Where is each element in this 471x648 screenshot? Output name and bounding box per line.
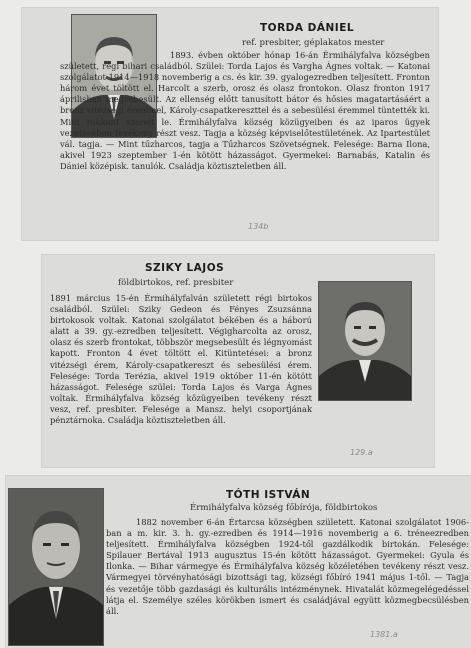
entry-name-torda: TORDA DÁNIEL [260,22,355,34]
entry-text-sziky: 1891 március 15-én Érmihályfalván született régi birtokos családból. Szülei: Sziky Gedeon és Fényes Zsuzsánna birtokosok voltak. Katonai szolgálatot békében és a háború alatt a 39. gy.-ezredben teljesített. Végigharcolta az orosz, olasz és szerb frontokat, többször megsebesült és légnyomást kapott. Fronton 4 évet töltött el. Kitüntetései: a bronz vitézségi érem, Károly-csapatkereszt és sebesülési érem. Felesége: Torda Terézia, akivel 1919 október 11-én kötött házasságot. Felesége szülei: Torda Lajos és Varga Ágnes voltak. Érmihályfalva község közügyeiben tevékeny részt vesz, ref. presbiter. Felesége a Mansz. helyi csoportjának pénztárnoka. Családja köztiszteletben áll. [50,293,312,426]
entry-name-toth: TÓTH ISTVÁN [226,489,311,501]
portrait-photo-sziky [318,281,412,401]
entry-title-torda: ref. presbiter, géplakatos mester [242,38,385,48]
entry-text-toth: 1882 november 6-án Értarcsa községben született. Katonai szolgálatot 1906-ban a m. kir. 3. h. gy.-ezredben és 1914—1916 novemberig a 6. tréneezredben teljesített. Érmihályfalva községben 1924-től gazdálkodik birtokán. Felesége: Spilauer Bertával 1913 augusztus 15-én kötött házasságot. Gyermekei: Gyula és Ilonka. — Bihar vármegye és Érmihályfalva község közéletében tevékeny részt vesz. Vármegyei törvényhatósági bizottsági tag, községi főbíró 1941 május 1-től. — Tagja és vezetője több gazdasági és kulturális intézménynek. Hivatalát közmegelégedéssel látja el. Személye széles körökben ismert és családjával együtt közmegbecsülésben áll. [106,517,469,616]
entry-text-torda: 1893. évben október hónap 16-án Érmihályfalva községben született, régi bihari családból. Szülei: Torda Lajos és Vargha Ágnes voltak. — Katonai szolgálatot 1914—1918 novemberig a cs. és kir. 39. gyalogezredben teljesített. Fronton három évet töltött el. Harcolt a szerb, orosz és olasz frontokon. Olasz fronton 1917 áprilisban megsebesült. Az ellenség előtt tanusított bátor és hősies magatartásáért a bronz vitézségi éremmel, Károly-csapatkereszttel és a sebesülési éremmel tüntették ki. Mint rokkant szerelt le. Érmihályfalva község közügyeiben és az iparos ügyek vezetésében tevékeny részt vesz. Tagja a község képviselőtestületének. Az Ipartestület vál. tagja. — Mint tűzharcos, tagja a Tűzharcos Szövetségnek. Felesége: Barna Ilona, akivel 1923 szeptember 1-én kötött házasságot. Gyermekei: Barnabás, Katalin és Dániel középisk. tanulók. Családja köztiszteletben áll. [60,50,430,171]
archive-note-torda: 134b [248,222,269,231]
archive-note-toth: 1381.a [370,630,398,639]
entry-name-sziky: SZIKY LAJOS [145,262,225,274]
portrait-photo-toth [8,488,104,646]
archive-note-sziky: 129.a [350,448,373,457]
entry-title-sziky: földbirtokos, ref. presbiter [118,278,234,288]
entry-title-toth: Érmihályfalva község főbírója, földbirtokos [190,503,378,513]
